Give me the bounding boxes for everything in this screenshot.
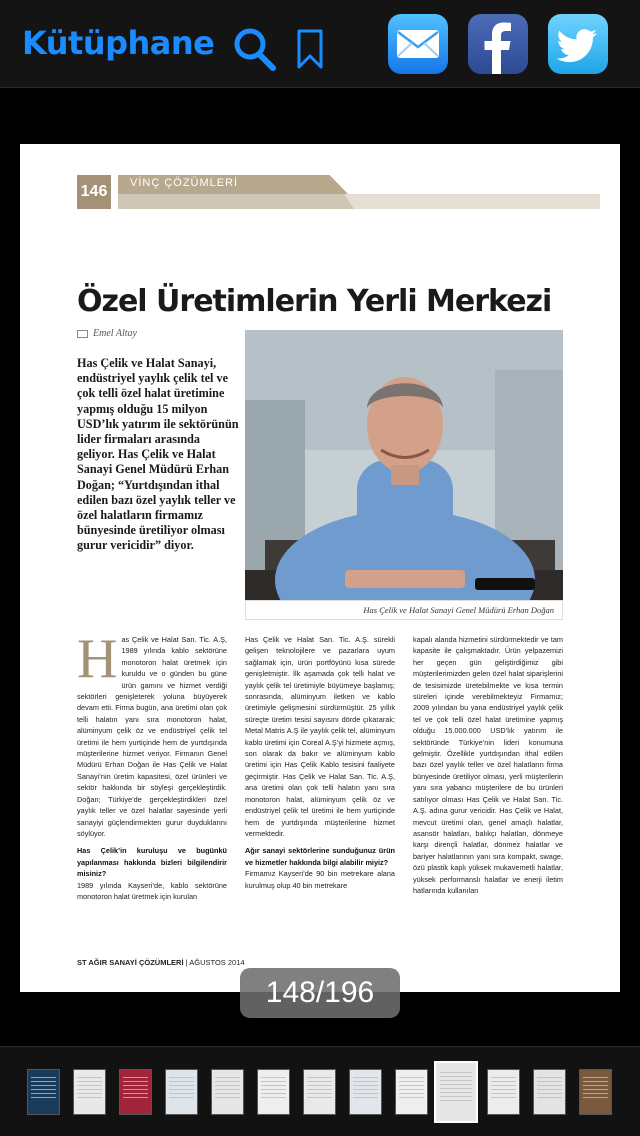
page-number-badge: 146 xyxy=(77,175,111,209)
page-counter: 148/196 xyxy=(240,968,400,1018)
page-thumbnail[interactable] xyxy=(579,1069,612,1115)
thumbnail-content xyxy=(261,1077,286,1099)
thumbnail-content xyxy=(31,1077,56,1099)
article-lead: Has Çelik ve Halat Sanayi, endüstriyel yaylık çelik tel ve çok telli özel halat üretimine yapmış olduğu 15 milyon USD’lık yatırım ile sektörünün lider firmaları arasında geliyor. Has Çelik ve Halat Sanayi Genel Müdürü Erhan Doğan; “Yurtdışından ithal edilen bazı özel yaylık teller ve özel halatların firmamız bünyesinde üretiliyor olması gurur vericidir” diyor. xyxy=(77,356,239,553)
thumbnail-content xyxy=(583,1077,608,1099)
text-column-2 xyxy=(245,634,395,891)
facebook-icon xyxy=(468,14,528,74)
page-thumbnail-current[interactable] xyxy=(434,1061,478,1123)
text-column-3 xyxy=(413,634,563,896)
thumbnail-content xyxy=(491,1077,516,1099)
page-thumbnail[interactable] xyxy=(165,1069,198,1115)
thumbnail-content xyxy=(399,1077,424,1099)
page-thumbnail[interactable] xyxy=(73,1069,106,1115)
thumbnail-content xyxy=(123,1077,148,1099)
drop-cap: H xyxy=(77,628,118,690)
page-thumbnail[interactable] xyxy=(349,1069,382,1115)
footer-date: AĞUSTOS 2014 xyxy=(189,958,245,967)
thumbnail-content xyxy=(353,1077,378,1099)
page-thumbnail[interactable] xyxy=(303,1069,336,1115)
thumbnail-content xyxy=(215,1077,240,1099)
interview-question: Ağır sanayi sektörlerine sunduğunuz ürün ve hizmetler hakkında bilgi alabilir miyiz? xyxy=(245,846,395,867)
thumbnail-content xyxy=(169,1077,194,1099)
mail-share-button[interactable] xyxy=(388,14,448,74)
page-thumbnail[interactable] xyxy=(211,1069,244,1115)
twitter-share-button[interactable] xyxy=(548,14,608,74)
column-body: Firmamız Kayseri’de 90 bin metrekare alana kurulmuş olup 40 bin metrekare xyxy=(245,869,395,890)
bookmark-icon[interactable] xyxy=(296,28,324,70)
twitter-icon xyxy=(548,14,608,74)
thumbnail-content xyxy=(440,1072,472,1101)
interview-question: Has Çelik’in kuruluşu ve bugünkü yapılanması hakkında bizleri bilgilendirir misiniz? xyxy=(77,846,227,879)
top-toolbar xyxy=(0,0,640,88)
text-column-1 xyxy=(77,628,227,902)
footer-brand: ST AĞIR SANAYİ ÇÖZÜMLERİ xyxy=(77,958,184,967)
page-thumbnail[interactable] xyxy=(395,1069,428,1115)
section-title: VİNÇ ÇÖZÜMLERİ xyxy=(130,177,239,189)
mail-icon xyxy=(388,14,448,74)
thumbnail-content xyxy=(307,1077,332,1099)
thumbnail-strip[interactable] xyxy=(0,1046,640,1136)
search-icon[interactable] xyxy=(232,26,278,72)
author-name: Emel Altay xyxy=(93,328,137,339)
page-thumbnail[interactable] xyxy=(487,1069,520,1115)
facebook-share-button[interactable] xyxy=(468,14,528,74)
thumbnail-content xyxy=(537,1077,562,1099)
column-body: as Çelik ve Halat San. Tic. A.Ş, 1989 yılında kablo sektörüne monotoron halat üretmek için kuruldu ve o günden bu güne ürün gamını ve hizmet verdiği sektörleri genişleterek yoluna büyüyerek devam etti. Firma bugün, ana üretimi olan çok telli halatın yanı sıra monotoron halat, alüminyum çelik öz ve endüstriyel çelik tel üretimi ile hem yurtiçinde hem de yurtdışında müşterilerine hizmet veriyor. Firmanın Genel Müdürü Erhan Doğan ile Has Çelik ve Halat Sanayi’nin üretim kapasitesi, özel ürünleri ve sektör hakkında bir söyleşi gerçekleştirdik. Doğan; Türkiye’de gerçekleştirdikleri özel yaylık teller ve özel halatlar sayesinde yerli sanayiyi güçlendirmekten gurur duyduklarını söylüyor. xyxy=(77,635,227,838)
portrait-photo xyxy=(245,330,563,620)
author-icon xyxy=(77,330,88,338)
column-body: Has Çelik ve Halat San. Tic. A.Ş. sürekli gelişen teknolojilere ve pazarlara uyum sağlamak için, ürün portföyünü kısa sürede genişletmiştir. İlk aşamada çok telli halat ve yaylık çelik tel üretimiyle büyümeye başlamış; sonrasında, alüminyum iletken ve kablo üretimiyle gelişmesini sürdürmüştür. 25 yıllık süreçte üretim tesisi sayısını dörde çıkararak; Metal Matris A.Ş ile yaylık çelik tel, alüminyum kablo üretimi için Coreal A.Ş’yi hizmete açmış, son olarak da bakır ve alüminyum kablo üretimi için Has Çelik Kablo tesisini faaliyete geçirmiştir. Has Çelik ve Halat San. Tic. A.Ş, ana üretimi olan çok telli halatın yanı sıra monotoron halat, alüminyum çelik öz ve endüstriyel çelik tel üretimi ile hem yurtiçinde hem de yurtdışında müşterilerine hizmet vermektedir. xyxy=(245,635,395,838)
page-footer xyxy=(77,958,245,967)
page-thumbnail[interactable] xyxy=(533,1069,566,1115)
thumbnail-content xyxy=(77,1077,102,1099)
column-body: kapalı alanda hizmetini sürdürmektedir ve tam kapasite ile çalışmaktadır. Ürün yelpazemizi her geçen gün geliştirdiğimiz gibi müşterilerimizden gelen özel halat siparişlerini de tesisimizde üretebilmekte ve kısa termin süreleri içinde verebilmekteyiz Firmamız; 2009 yılından bu yana endüstriyel yaylık çelik tel ve çok telli özel halat üretimine yapmış olduğu 15.000.000 USD’lık yatırım ile sektöründe Türkiye’nin lideri konumuna gelmiştir. Özellikle yurtdışından ithal edilen bazı özel yaylık teller ve özel halatların firma bünyesinde üretiliyor olması, yerli müşterilerin yanı sıra yabancı müşterilere de bu ürünleri satılıyor olması Has Çelik ve Halat San. Tic. A.Ş. adına gurur vericidir. Has Çelik ve Halat, mevcut üretimi olan, genel amaçlı halatlar, asansör halatları, balıkçı halatları, dönmeye karşı dirençli halatlar, dönmez halatlar ve bariyer halatlarının yanı sıra kompakt, swage, özü plastik kaplı yüksek mukavemetli halatlar, yüksek performanslı halatlar ve enerji iletim hatlarında kullanılan xyxy=(413,635,563,895)
page-thumbnail[interactable] xyxy=(27,1069,60,1115)
photo-caption: Has Çelik ve Halat Sanayi Genel Müdürü Erhan Doğan xyxy=(245,600,563,620)
magazine-page[interactable] xyxy=(20,144,620,992)
page-thumbnail[interactable] xyxy=(119,1069,152,1115)
column-body: 1989 yılında Kayseri’de, kablo sektörüne monotoron halat üretmek için kurulan xyxy=(77,880,227,901)
article-title: Özel Üretimlerin Yerli Merkezi xyxy=(77,284,552,319)
page-thumbnail[interactable] xyxy=(257,1069,290,1115)
footer-separator: | xyxy=(185,958,188,967)
library-button[interactable]: Kütüphane xyxy=(22,24,215,62)
